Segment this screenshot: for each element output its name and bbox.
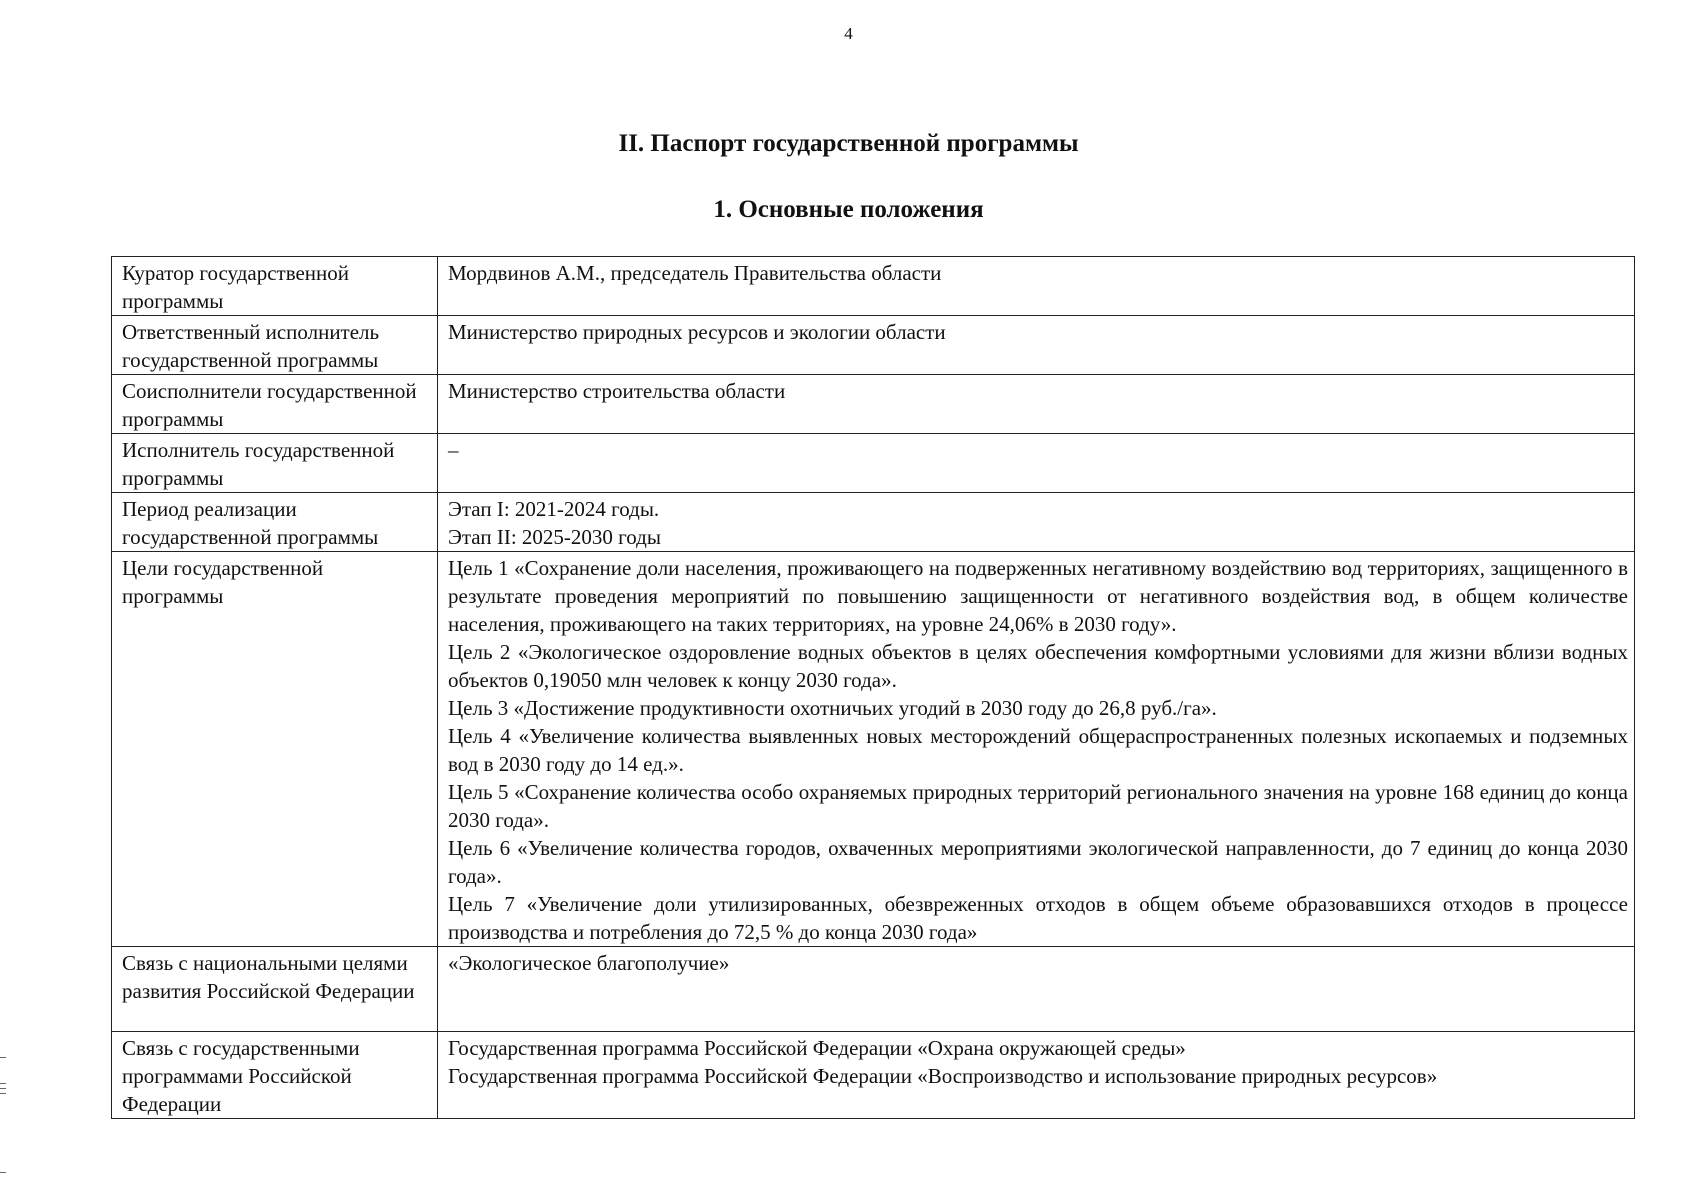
page-number: 4 <box>844 24 853 43</box>
scan-mark <box>0 1057 6 1058</box>
value-line: «Экологическое благополучие» <box>448 951 730 975</box>
table-row <box>112 375 1635 434</box>
value-line: Этап II: 2025-2030 годы <box>448 525 661 549</box>
row-value <box>438 1032 1635 1119</box>
row-value <box>438 552 1635 947</box>
table-row <box>112 434 1635 493</box>
goal-2: Цель 2 «Экологическое оздоровление водных объектов в целях обеспечения комфортными условиями для жизни вблизи водных объектов 0,19050 млн человек к концу 2030 года». <box>448 640 1628 692</box>
row-label: Куратор государственной программы <box>112 257 438 316</box>
table-row <box>112 552 1635 947</box>
subsection-title: 1. Основные положения <box>713 196 984 223</box>
row-value <box>438 375 1635 434</box>
table-row <box>112 257 1635 316</box>
row-label: Ответственный исполнитель государственной программы <box>112 316 438 375</box>
row-label: Цели государственной программы <box>112 552 438 947</box>
row-value <box>438 434 1635 493</box>
table-row <box>112 947 1635 1032</box>
row-value <box>438 257 1635 316</box>
passport-table <box>111 256 1635 1119</box>
value-line: Мордвинов А.М., председатель Правительства области <box>448 261 942 285</box>
value-line: Министерство природных ресурсов и экологии области <box>448 320 946 344</box>
goal-6: Цель 6 «Увеличение количества городов, охваченных мероприятиями экологической направленности, до 7 единиц до конца 2030 года». <box>448 836 1628 888</box>
scan-mark <box>0 1083 6 1084</box>
row-label: Связь с государственными программами Российской Федерации <box>112 1032 438 1119</box>
value-line: – <box>448 438 459 462</box>
row-label: Исполнитель государственной программы <box>112 434 438 493</box>
goal-7: Цель 7 «Увеличение доли утилизированных, обезвреженных отходов в общем объеме образовавшихся отходов в процессе производства и потребления до 72,5 % до конца 2030 года» <box>448 892 1628 944</box>
row-label: Связь с национальными целями развития Российской Федерации <box>112 947 438 1032</box>
goal-3: Цель 3 «Достижение продуктивности охотничьих угодий в 2030 году до 26,8 руб./га». <box>448 696 1217 720</box>
table-row <box>112 1032 1635 1119</box>
value-line: Государственная программа Российской Федерации «Воспроизводство и использование природных ресурсов» <box>448 1064 1438 1088</box>
table-row <box>112 493 1635 552</box>
scan-mark <box>0 1088 6 1089</box>
row-value <box>438 493 1635 552</box>
row-value <box>438 316 1635 375</box>
scan-mark <box>0 1093 6 1094</box>
value-line: Этап I: 2021-2024 годы. <box>448 497 660 521</box>
row-value <box>438 947 1635 1032</box>
section-title: II. Паспорт государственной программы <box>618 130 1079 157</box>
row-label: Соисполнители государственной программы <box>112 375 438 434</box>
goal-5: Цель 5 «Сохранение количества особо охраняемых природных территорий регионального значения на уровне 168 единиц до конца 2030 года». <box>448 780 1628 832</box>
table-row <box>112 316 1635 375</box>
value-line: Министерство строительства области <box>448 379 786 403</box>
value-line: Государственная программа Российской Федерации «Охрана окружающей среды» <box>448 1036 1186 1060</box>
goal-1: Цель 1 «Сохранение доли населения, проживающего на подверженных негативному воздействию вод территориях, защищенного в результате проведения мероприятий по повышению защищенности от негативного воздействия вод, в общем количестве населения, проживающего на таких территориях, на уровне 24,06% в 2030 году». <box>448 556 1628 636</box>
row-label: Период реализации государственной программы <box>112 493 438 552</box>
goal-4: Цель 4 «Увеличение количества выявленных новых месторождений общераспространенных полезных ископаемых и подземных вод в 2030 году до 14 ед.». <box>448 724 1628 776</box>
scan-mark <box>0 1172 6 1173</box>
